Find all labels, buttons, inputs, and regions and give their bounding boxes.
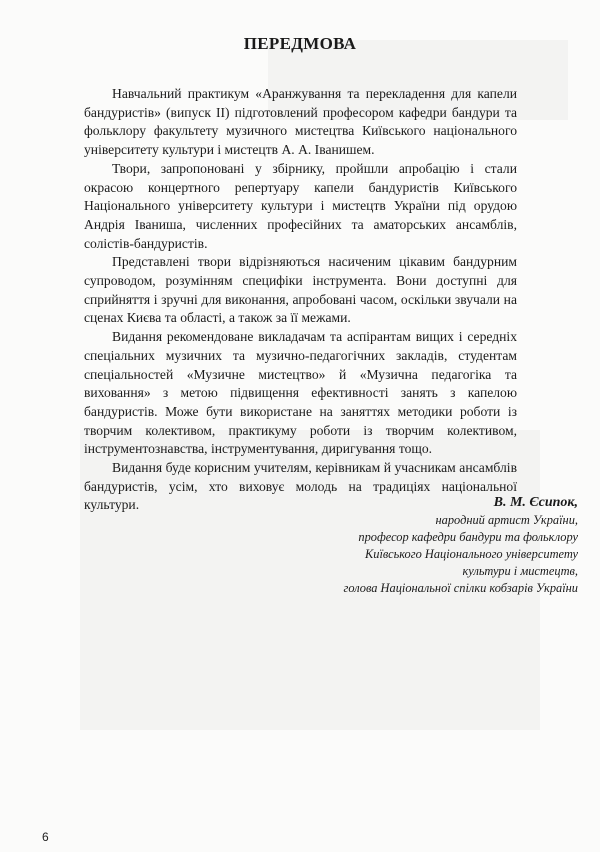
- signature-title-line: Київського Національного університету: [365, 547, 578, 561]
- signature-name: В. М. Єсипок,: [493, 495, 578, 510]
- signature-title-line: професор кафедри бандури та фольклору: [358, 530, 578, 544]
- paragraph: Навчальний практикум «Аранжування та перекладення для капели бандуристів» (випуск ІІ) підготовлений професором кафедри бандури та фольклору факультету музичного мистецтва Київського національного університету культури і мистецтв А. А. Іванишем.: [84, 86, 517, 158]
- signature-title-line: голова Національної спілки кобзарів України: [343, 581, 578, 595]
- document-title: ПЕРЕДМОВА: [243, 34, 357, 53]
- paragraph: Видання буде корисним учителям, керівникам й учасникам ансамблів бандуристів, усім, хто виховує молодь на традиціях національної культури.: [84, 460, 517, 513]
- paragraph: Твори, запропоновані у збірнику, пройшли апробацію і стали окрасою концертного репертуару капели бандуристів Київського Національного університету культури і мистецтв України під орудою Андрія Іваниша, численних професійних та аматорських ансамблів, солістів-бандуристів.: [84, 160, 517, 251]
- paragraph: Представлені твори відрізняються насиченим цікавим бандурним супроводом, розумінням специфіки інструмента. Вони доступні для сприйняття і зручні для виконання, апробовані часом, оскільки звучали на сценах Києва та області, а також за її межами.: [84, 254, 517, 326]
- signature-block: [158, 493, 578, 597]
- paragraph: Видання рекомендоване викладачам та аспірантам вищих і середніх спеціальних музичних та музично-педагогічних закладів, студентам спеціальностей «Музичне мистецтво» й «Музична педагогіка та виховання» з метою підвищення ефективності занять з капелою бандуристів. Може бути використане на заняттях методики роботи із творчим колективом, практикуму роботи із творчим колективом, інструментознавства, інструментування, диригування тощо.: [84, 329, 517, 457]
- page-number: 6: [42, 830, 49, 844]
- document-body: [84, 85, 517, 515]
- signature-title-line: культури і мистецтв,: [462, 564, 578, 578]
- signature-title-line: народний артист України,: [435, 513, 578, 527]
